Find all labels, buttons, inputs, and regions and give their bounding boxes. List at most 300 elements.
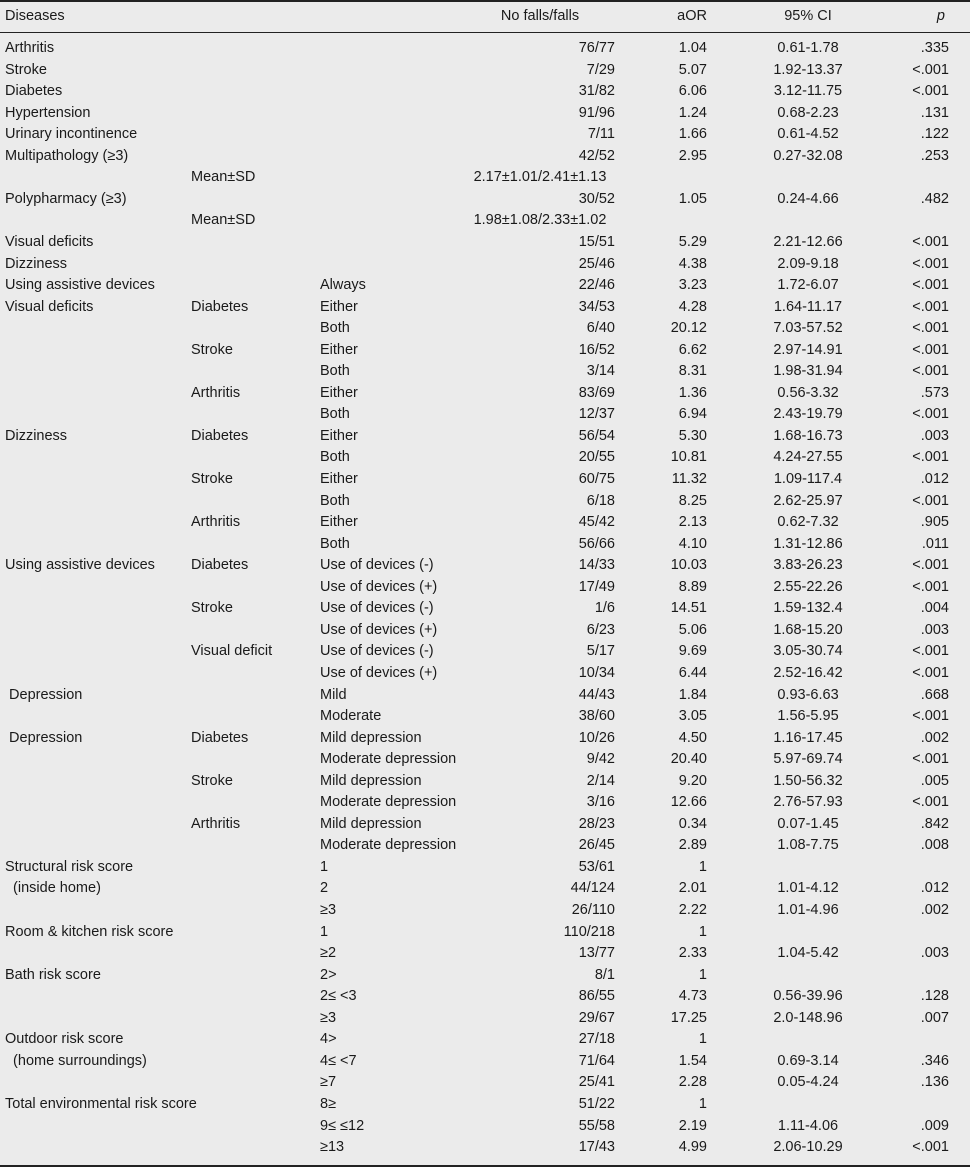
header-diseases: Diseases [5, 8, 65, 24]
row-aor: 17.25 [670, 1009, 707, 1026]
header-rule [0, 32, 970, 33]
row-aor: 20.40 [670, 751, 707, 768]
row-ci: 0.93-6.63 [777, 686, 839, 703]
table-row [0, 555, 970, 577]
row-ci: 2.43-19.79 [773, 406, 843, 423]
row-p: <.001 [912, 492, 949, 509]
table-row [0, 124, 970, 146]
row-label: Polypharmacy (≥3) [5, 190, 127, 207]
row-ci: 1.72-6.07 [777, 277, 839, 294]
row-p: .668 [920, 686, 949, 703]
table-row [0, 943, 970, 965]
row-aor: 4.99 [678, 1139, 707, 1156]
row-category: Use of devices (+) [320, 664, 438, 681]
row-counts: 91/96 [578, 104, 615, 121]
row-ci: 1.08-7.75 [777, 837, 839, 854]
row-p: .002 [920, 729, 949, 746]
row-ci: 2.09-9.18 [777, 255, 839, 272]
table-bottom-rule [0, 1165, 970, 1167]
row-ci: 2.06-10.29 [773, 1139, 843, 1156]
row-counts: 76/77 [578, 40, 615, 56]
row-category: Use of devices (-) [320, 600, 434, 617]
row-ci: 5.97-69.74 [773, 751, 843, 768]
row-aor: 5.29 [678, 233, 707, 250]
row-sublabel: Mean±SD [191, 169, 256, 186]
row-aor: 6.06 [678, 83, 707, 100]
row-ci: 1.16-17.45 [773, 729, 843, 746]
row-category: Both [320, 535, 350, 552]
row-aor: 2.33 [678, 945, 707, 962]
row-aor: 9.20 [678, 772, 707, 789]
row-p: <.001 [912, 298, 949, 315]
row-counts: 13/77 [578, 945, 615, 962]
row-ci: 1.64-11.17 [773, 298, 843, 315]
table-row [0, 210, 970, 232]
row-ci: 0.24-4.66 [777, 190, 839, 207]
row-counts: 2/14 [586, 772, 615, 789]
table-row [0, 728, 970, 750]
table-row [0, 1137, 970, 1159]
row-category: Use of devices (+) [320, 621, 438, 638]
row-counts: 15/51 [578, 233, 615, 250]
row-aor: 9.69 [678, 643, 707, 660]
row-category: Either [320, 427, 358, 444]
row-category: Either [320, 514, 358, 531]
row-label: Using assistive devices [5, 557, 155, 574]
table-row [0, 340, 970, 362]
row-label: Diabetes [5, 83, 63, 100]
table-row [0, 792, 970, 814]
row-counts: 34/53 [578, 298, 615, 315]
table-row [0, 534, 970, 556]
row-counts: 53/61 [578, 858, 615, 875]
row-ci: 1.01-4.96 [777, 902, 839, 918]
row-sublabel: Diabetes [191, 298, 249, 315]
row-category: ≥2 [320, 945, 337, 962]
row-ci: 1.92-13.37 [773, 61, 843, 78]
row-category: 1 [320, 923, 329, 940]
row-category: 2> [320, 966, 337, 983]
row-p: .012 [920, 880, 949, 897]
row-category: 4> [320, 1031, 337, 1048]
row-ci: 1.50-56.32 [773, 772, 843, 789]
row-label: (inside home) [5, 880, 101, 897]
row-counts: 5/17 [586, 643, 615, 660]
row-aor: 3.05 [678, 708, 707, 725]
row-counts: 45/42 [578, 514, 615, 531]
row-category: Moderate depression [320, 837, 457, 854]
table-row [0, 706, 970, 728]
row-aor: 1.84 [678, 686, 707, 703]
row-label: Bath risk score [5, 966, 101, 983]
row-aor: 0.34 [678, 815, 707, 832]
row-aor: 2.28 [678, 1074, 707, 1091]
row-category: Either [320, 384, 358, 401]
row-aor: 1 [698, 966, 707, 983]
table-row [0, 857, 970, 879]
table-row [0, 38, 970, 60]
row-aor: 2.01 [678, 880, 707, 897]
row-aor: 1 [698, 858, 707, 875]
row-aor: 5.30 [678, 427, 707, 444]
row-category: Both [320, 406, 350, 423]
row-ci: 0.56-39.96 [773, 988, 843, 1005]
row-ci: 3.05-30.74 [773, 643, 843, 660]
row-counts: 1/6 [594, 600, 615, 617]
header-ci: 95% CI [784, 8, 832, 24]
row-category: 2≤ <3 [320, 988, 357, 1005]
row-ci: 1.68-16.73 [773, 427, 843, 444]
row-ci: 1.09-117.4 [773, 471, 843, 487]
row-ci: 0.62-7.32 [777, 514, 839, 531]
row-ci: 0.07-1.45 [777, 815, 839, 832]
row-category: 4≤ <7 [320, 1052, 357, 1069]
row-counts: 7/29 [586, 61, 615, 78]
row-p: <.001 [912, 794, 949, 811]
row-aor: 10.03 [670, 557, 707, 574]
row-counts: 10/26 [578, 729, 615, 746]
row-label: Depression [5, 729, 83, 746]
row-counts: 3/16 [586, 794, 615, 811]
row-ci: 3.83-26.23 [773, 557, 843, 574]
row-ci: 4.24-27.55 [773, 449, 843, 466]
row-aor: 1.05 [678, 190, 707, 207]
row-p: .004 [920, 600, 949, 617]
row-label: Dizziness [5, 427, 68, 444]
row-aor: 1.36 [678, 384, 707, 401]
table-row [0, 426, 970, 448]
row-category: Moderate depression [320, 751, 457, 768]
table-row [0, 749, 970, 771]
row-category: Mild depression [320, 772, 422, 789]
row-label: Arthritis [5, 40, 55, 56]
row-counts: 30/52 [578, 190, 615, 207]
row-sublabel: Visual deficit [191, 643, 273, 660]
row-category: Either [320, 471, 358, 487]
row-ci: 1.68-15.20 [773, 621, 843, 638]
row-category: Use of devices (-) [320, 557, 434, 574]
row-ci: 1.04-5.42 [777, 945, 839, 962]
table-row [0, 275, 970, 297]
row-label: Using assistive devices [5, 277, 155, 294]
row-counts: 29/67 [578, 1009, 615, 1026]
row-label: Multipathology (≥3) [5, 147, 129, 164]
row-ci: 0.61-4.52 [777, 126, 839, 143]
row-ci: 2.55-22.26 [773, 578, 843, 595]
row-counts: 16/52 [578, 341, 615, 358]
row-aor: 14.51 [670, 600, 707, 617]
row-counts: 6/40 [586, 320, 615, 337]
row-counts: 3/14 [586, 363, 615, 380]
row-label: Stroke [5, 61, 47, 78]
row-aor: 1 [698, 1031, 707, 1048]
row-p: .007 [920, 1009, 949, 1026]
row-category: Both [320, 449, 350, 466]
row-aor: 12.66 [670, 794, 707, 811]
table-row [0, 641, 970, 663]
row-label: Urinary incontinence [5, 126, 138, 143]
row-counts: 56/66 [578, 535, 615, 552]
table-row [0, 189, 970, 211]
row-ci: 0.27-32.08 [773, 147, 843, 164]
row-aor: 5.07 [678, 61, 707, 78]
table-row [0, 254, 970, 276]
table-row [0, 60, 970, 82]
row-aor: 4.73 [678, 988, 707, 1005]
row-ci: 0.05-4.24 [777, 1074, 839, 1091]
table-row [0, 1051, 970, 1073]
row-ci: 1.59-132.4 [773, 600, 843, 617]
table-row [0, 232, 970, 254]
table-row [0, 663, 970, 685]
row-ci: 1.01-4.12 [777, 880, 839, 897]
row-category: Moderate [320, 708, 382, 725]
row-counts: 71/64 [578, 1052, 615, 1069]
row-aor: 2.95 [678, 147, 707, 164]
row-category: 9≤ ≤12 [320, 1117, 365, 1134]
row-category: 1 [320, 858, 329, 875]
table-row [0, 491, 970, 513]
row-ci: 1.11-4.06 [777, 1117, 839, 1134]
table-row [0, 986, 970, 1008]
row-category: ≥3 [320, 902, 337, 918]
row-p: <.001 [912, 320, 949, 337]
row-aor: 6.94 [678, 406, 707, 423]
row-p: <.001 [912, 643, 949, 660]
row-counts: 20/55 [578, 449, 615, 466]
row-p: .003 [920, 621, 949, 638]
table-header [0, 0, 970, 32]
row-aor: 6.62 [678, 341, 707, 358]
row-counts: 14/33 [578, 557, 615, 574]
row-p: .842 [920, 815, 949, 832]
row-label: Visual deficits [5, 233, 94, 250]
row-aor: 6.44 [678, 664, 707, 681]
row-counts: 10/34 [578, 664, 615, 681]
row-category: Either [320, 341, 358, 358]
table-row [0, 297, 970, 319]
row-aor: 4.50 [678, 729, 707, 746]
row-p: <.001 [912, 61, 949, 78]
header-p: p [936, 8, 945, 24]
row-counts: 22/46 [578, 277, 615, 294]
row-sublabel: Arthritis [191, 815, 241, 832]
row-p: <.001 [912, 255, 949, 272]
row-category: Both [320, 320, 350, 337]
row-p: <.001 [912, 751, 949, 768]
row-category: Use of devices (-) [320, 643, 434, 660]
row-aor: 4.28 [678, 298, 707, 315]
row-p: <.001 [912, 233, 949, 250]
row-aor: 4.10 [678, 535, 707, 552]
row-counts: 2.17±1.01/2.41±1.13 [473, 169, 607, 186]
row-ci: 0.56-3.32 [777, 384, 839, 401]
row-p: .131 [920, 104, 949, 121]
row-aor: 1.04 [678, 40, 707, 56]
row-counts: 86/55 [578, 988, 615, 1005]
table-row [0, 81, 970, 103]
table-row [0, 1008, 970, 1030]
row-p: <.001 [912, 708, 949, 725]
row-sublabel: Diabetes [191, 729, 249, 746]
row-p: <.001 [912, 557, 949, 574]
row-p: .002 [920, 902, 949, 918]
row-ci: 2.62-25.97 [773, 492, 843, 509]
row-ci: 2.76-57.93 [773, 794, 843, 811]
table-row [0, 900, 970, 922]
row-category: 8≥ [320, 1095, 337, 1112]
row-counts: 110/218 [563, 923, 615, 940]
row-counts: 27/18 [578, 1031, 615, 1048]
row-sublabel: Arthritis [191, 514, 241, 531]
row-p: .012 [920, 471, 949, 487]
row-counts: 51/22 [578, 1095, 615, 1112]
row-counts: 55/58 [578, 1117, 615, 1134]
row-sublabel: Stroke [191, 471, 233, 487]
row-ci: 1.31-12.86 [773, 535, 843, 552]
table-row [0, 469, 970, 491]
table-row [0, 361, 970, 383]
row-p: <.001 [912, 406, 949, 423]
row-aor: 8.31 [678, 363, 707, 380]
row-p: .335 [920, 40, 949, 56]
row-label: (home surroundings) [5, 1052, 147, 1069]
table-row [0, 167, 970, 189]
row-aor: 2.19 [678, 1117, 707, 1134]
row-counts: 9/42 [586, 751, 615, 768]
table-row [0, 146, 970, 168]
row-sublabel: Stroke [191, 341, 233, 358]
table-row [0, 577, 970, 599]
row-p: .573 [920, 384, 949, 401]
row-p: <.001 [912, 449, 949, 466]
table-row [0, 922, 970, 944]
row-p: .136 [920, 1074, 949, 1091]
row-p: .003 [920, 427, 949, 444]
row-p: <.001 [912, 1139, 949, 1156]
row-p: .005 [920, 772, 949, 789]
row-aor: 2.89 [678, 837, 707, 854]
row-counts: 31/82 [578, 83, 615, 100]
row-aor: 1 [698, 1095, 707, 1112]
row-ci: 0.61-1.78 [777, 40, 839, 56]
row-ci: 2.21-12.66 [773, 233, 843, 250]
row-aor: 1.54 [678, 1052, 707, 1069]
row-ci: 1.98-31.94 [773, 363, 843, 380]
row-label: Room & kitchen risk score [5, 923, 174, 940]
row-counts: 83/69 [578, 384, 615, 401]
table-row [0, 620, 970, 642]
table-row [0, 771, 970, 793]
row-category: Mild depression [320, 815, 422, 832]
row-sublabel: Arthritis [191, 384, 241, 401]
row-aor: 8.89 [678, 578, 707, 595]
row-label: Structural risk score [5, 858, 134, 875]
row-counts: 26/45 [578, 837, 615, 854]
row-p: .122 [920, 126, 949, 143]
table-row [0, 447, 970, 469]
row-p: .003 [920, 945, 949, 962]
row-ci: 2.52-16.42 [773, 664, 843, 681]
table-row [0, 878, 970, 900]
row-counts: 1.98±1.08/2.33±1.02 [473, 212, 607, 229]
row-p: .011 [921, 535, 949, 552]
row-ci: 7.03-57.52 [773, 320, 843, 337]
row-category: Mild depression [320, 729, 422, 746]
row-category: Either [320, 298, 358, 315]
row-category: Mild [320, 686, 347, 703]
row-aor: 8.25 [678, 492, 707, 509]
row-ci: 0.68-2.23 [777, 104, 839, 121]
row-counts: 44/124 [570, 880, 615, 897]
row-p: <.001 [912, 578, 949, 595]
row-aor: 2.22 [678, 902, 707, 918]
row-counts: 25/46 [578, 255, 615, 272]
row-counts: 8/1 [594, 966, 615, 983]
row-counts: 25/41 [578, 1074, 615, 1091]
row-category: Both [320, 492, 350, 509]
row-category: Moderate depression [320, 794, 457, 811]
row-counts: 12/37 [578, 406, 615, 423]
row-p: .128 [920, 988, 949, 1005]
row-p: <.001 [912, 341, 949, 358]
row-label: Depression [5, 686, 83, 703]
table-row [0, 814, 970, 836]
row-aor: 11.32 [671, 471, 707, 487]
row-counts: 17/43 [578, 1139, 615, 1156]
row-aor: 10.81 [670, 449, 707, 466]
row-counts: 56/54 [578, 427, 615, 444]
row-p: .009 [920, 1117, 949, 1134]
row-label: Outdoor risk score [5, 1031, 124, 1048]
row-ci: 0.69-3.14 [777, 1052, 839, 1069]
row-category: Always [320, 277, 366, 294]
table-row [0, 1094, 970, 1116]
row-sublabel: Diabetes [191, 427, 249, 444]
row-p: .008 [920, 837, 949, 854]
row-p: .253 [920, 147, 949, 164]
row-counts: 26/110 [571, 902, 615, 918]
row-p: .346 [920, 1052, 949, 1069]
row-ci: 1.56-5.95 [777, 708, 839, 725]
row-counts: 28/23 [578, 815, 615, 832]
row-aor: 1.66 [678, 126, 707, 143]
row-label: Visual deficits [5, 298, 94, 315]
row-label: Total environmental risk score [5, 1095, 197, 1112]
row-counts: 38/60 [578, 708, 615, 725]
row-aor: 4.38 [678, 255, 707, 272]
row-sublabel: Stroke [191, 600, 233, 617]
table-row [0, 1116, 970, 1138]
row-aor: 1.24 [678, 104, 707, 121]
header-aor: aOR [677, 8, 707, 24]
row-ci: 2.0-148.96 [773, 1009, 843, 1026]
row-label: Hypertension [5, 104, 91, 121]
row-p: <.001 [912, 363, 949, 380]
row-p: <.001 [912, 277, 949, 294]
row-p: .905 [920, 514, 949, 531]
row-category: ≥13 [320, 1139, 345, 1156]
row-aor: 1 [698, 923, 707, 940]
table-row [0, 965, 970, 987]
row-p: <.001 [912, 83, 949, 100]
table-row [0, 318, 970, 340]
row-counts: 7/11 [587, 126, 615, 143]
row-ci: 2.97-14.91 [773, 341, 843, 358]
row-category: ≥7 [320, 1074, 337, 1091]
row-counts: 17/49 [578, 578, 615, 595]
row-counts: 44/43 [578, 686, 615, 703]
